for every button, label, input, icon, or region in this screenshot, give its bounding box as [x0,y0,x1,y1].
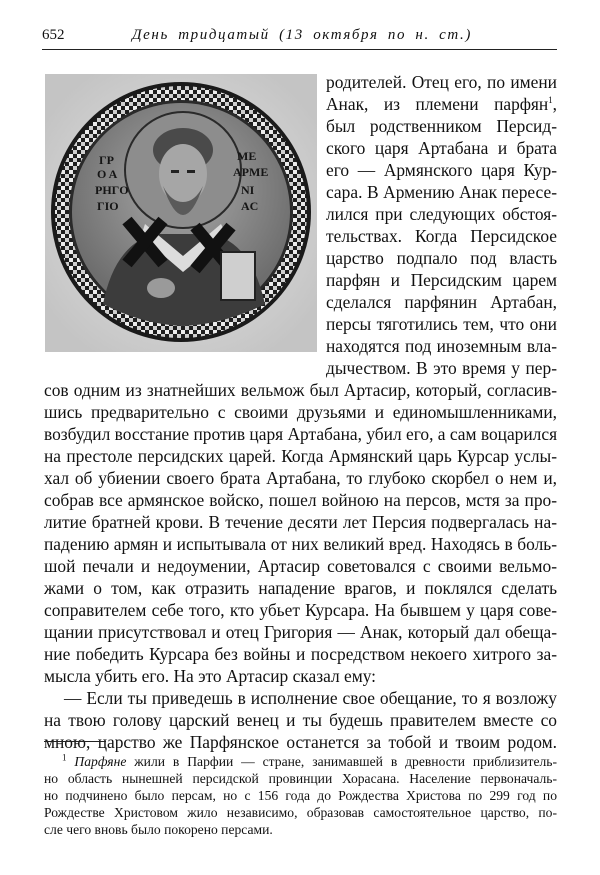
page-number: 652 [42,27,65,43]
text-line: тельствах. Когда Персидское [326,226,557,246]
svg-text:ΓΡ: ΓΡ [99,153,114,167]
text-line: его — Армянского царя Кур- [326,160,557,180]
footnote-line: но область нынешней персидской провинции Хорасана. Население первоначаль- [44,771,557,786]
svg-text:ΓΙΟ: ΓΙΟ [97,199,119,213]
dialogue-line: — Если ты приведешь в исполнение свое обещание, то я возложу [64,688,557,708]
text-line: на престоле персидских царей. Когда Армянский царь Курсар услы- [44,446,557,466]
text-line: соправителем себе того, кто убьет Курсара. На бывшем у царя сове- [44,600,557,620]
svg-text:ΡΗΓΟ: ΡΗΓΟ [95,183,129,197]
text-line: щании присутствовал и отец Григория — Анак, который дал обеща- [44,622,557,642]
text-line: собрав все армянское войско, пошел войною на персов, мстя за про- [44,490,557,510]
footnote-text: жили в Парфии — стране, занимавшей в древности приблизитель- [126,754,557,769]
footnote-divider [44,741,106,742]
text-line: падению армян и испытывала от них великий вред. Находясь в боль- [44,534,557,554]
svg-text:ΑС: ΑС [241,199,259,213]
text-line: находятся под иноземным вла- [326,336,557,356]
text-line: шись предварительно с своими друзьями и единомышленниками, [44,402,557,422]
icon-mosaic-image [45,74,317,352]
text-line: царство подпало под власть [326,248,557,268]
running-header [42,27,557,50]
footnote-marker: 1 [62,752,67,763]
text-line: парфян и Персидским царем [326,270,557,290]
text-line: на твою голову царский венец и ты будешь правителем вместе со [44,710,557,730]
text-line: лился при следующих обстоя- [326,204,557,224]
footnote-reference[interactable]: 1 [548,95,553,106]
text-line: жами о том, как отразить нападение врагов, и поклялся сделать [44,578,557,598]
text-span: , [552,94,557,114]
text-line: сов одним из знатнейших вельмож был Артасир, который, согласив- [44,380,557,400]
text-line: мною, царство же Парфянское останется за тобой и твоим родом. [44,732,557,752]
text-line: ние победить Курсара без войны и посредством некоего хитрого за- [44,644,557,664]
text-line: был родственником Персид- [326,116,557,136]
text-line: возбудил восстание против царя Артабана, убил его, а сам воцарился [44,424,558,444]
svg-text:ΑΡΜΕ: ΑΡΜΕ [233,165,269,179]
svg-text:ΜΕ: ΜΕ [237,149,257,163]
text-span: Анак, из племени парфян [326,94,549,114]
svg-text:Ο Α: Ο Α [97,167,118,181]
text-line: литие братней крови. В течение десяти лет Персия подвергалась на- [44,512,557,532]
text-line: шой печали и недоумении, Артасир советовался с своими вельмо- [44,556,557,576]
text-line: сделался парфянин Артабан, [326,292,557,312]
svg-text:ΝΙ: ΝΙ [241,183,255,197]
text-line [326,93,557,115]
text-line: сара. В Армению Анак пересе- [326,182,557,202]
footnote-line: сле чего вновь было покорено персами. [44,822,273,837]
text-line: родителей. Отец его, по имени [326,72,557,92]
footnote-line: но подчинено было персам, но с 156 года до Рождества Христова по 299 год по [44,788,557,803]
text-line: хал об убиении своего брата Артабана, то глубоко скорбел о нем и, [44,468,557,488]
footnote-term: Парфяне [74,754,127,769]
saint-gregory-mosaic-icon [45,74,317,352]
text-line: ского царя Артабана и брата [326,138,557,158]
footnote-line: Рождестве Христовом жило независимо, образовав самостоятельное царство, по- [44,805,557,820]
running-title: День тридцатый (13 октября по н. ст.) [132,27,472,43]
text-line: дычеством. В это время у пер- [326,358,557,378]
text-line: персы тяготились тем, что они [326,314,557,334]
text-line: мысла убить его. На это Артасир сказал ему: [44,666,377,686]
footnote-line [62,753,557,770]
